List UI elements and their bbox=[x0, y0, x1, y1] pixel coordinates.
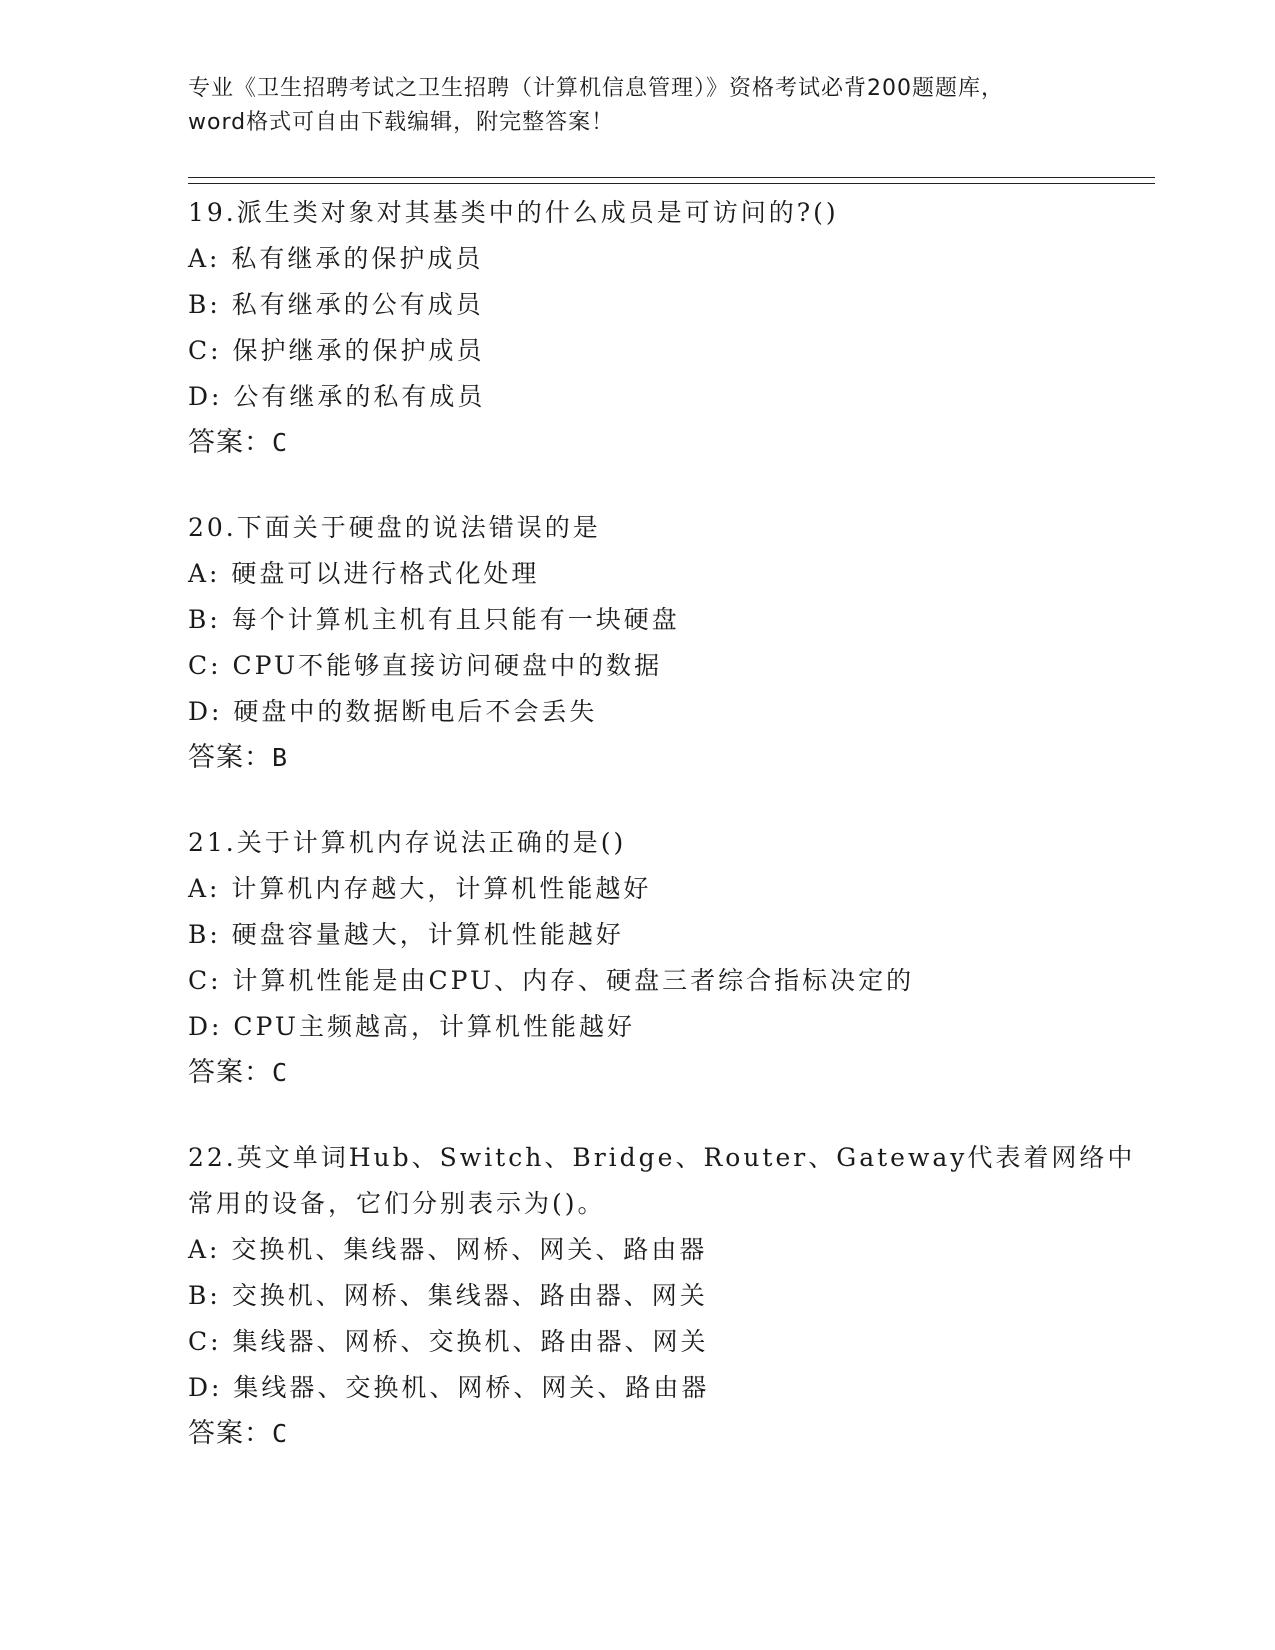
question-20 bbox=[188, 505, 1148, 781]
answer-label: 答案： bbox=[188, 1418, 272, 1449]
question-stem: 21.关于计算机内存说法正确的是() bbox=[188, 828, 627, 857]
option-a: A: 交换机、集线器、网桥、网关、路由器 bbox=[188, 1235, 708, 1264]
question-stem: 19.派生类对象对其基类中的什么成员是可访问的?() bbox=[188, 198, 839, 227]
option-c: C: 保护继承的保护成员 bbox=[188, 336, 485, 365]
option-c: C: 集线器、网桥、交换机、路由器、网关 bbox=[188, 1327, 709, 1356]
answer-label: 答案： bbox=[188, 427, 272, 458]
question-21 bbox=[188, 820, 1148, 1096]
question-list bbox=[188, 190, 1148, 1496]
option-c: C: 计算机性能是由CPU、内存、硬盘三者综合指标决定的 bbox=[188, 966, 915, 995]
option-b: B: 硬盘容量越大，计算机性能越好 bbox=[188, 920, 624, 949]
option-b: B: 私有继承的公有成员 bbox=[188, 290, 484, 319]
option-d: D: CPU主频越高，计算机性能越好 bbox=[188, 1012, 635, 1041]
question-stem: 20.下面关于硬盘的说法错误的是 bbox=[188, 513, 601, 542]
header-line-2: word格式可自由下载编辑，附完整答案！ bbox=[188, 110, 615, 135]
answer-line bbox=[188, 1050, 1148, 1096]
answer-value: C bbox=[272, 1419, 289, 1448]
answer-line bbox=[188, 1411, 1148, 1457]
question-19 bbox=[188, 190, 1148, 466]
header-divider-bottom bbox=[188, 183, 1155, 184]
answer-value: C bbox=[272, 1058, 289, 1087]
option-a: A: 硬盘可以进行格式化处理 bbox=[188, 559, 540, 588]
question-22 bbox=[188, 1135, 1148, 1457]
option-d: D: 硬盘中的数据断电后不会丢失 bbox=[188, 697, 598, 726]
answer-value: C bbox=[272, 428, 289, 457]
option-b: B: 每个计算机主机有且只能有一块硬盘 bbox=[188, 605, 680, 634]
question-stem-continued: 常用的设备，它们分别表示为()。 bbox=[188, 1189, 606, 1218]
option-b: B: 交换机、网桥、集线器、路由器、网关 bbox=[188, 1281, 708, 1310]
option-d: D: 集线器、交换机、网桥、网关、路由器 bbox=[188, 1373, 710, 1402]
option-d: D: 公有继承的私有成员 bbox=[188, 382, 486, 411]
header-divider-top bbox=[188, 177, 1155, 178]
answer-label: 答案： bbox=[188, 742, 272, 773]
option-a: A: 私有继承的保护成员 bbox=[188, 244, 484, 273]
answer-line bbox=[188, 420, 1148, 466]
answer-line bbox=[188, 735, 1148, 781]
option-a: A: 计算机内存越大，计算机性能越好 bbox=[188, 874, 652, 903]
question-stem: 22.英文单词Hub、Switch、Bridge、Router、Gateway代表着网络中 bbox=[188, 1143, 1136, 1172]
document-header bbox=[188, 72, 1088, 140]
answer-label: 答案： bbox=[188, 1057, 272, 1088]
option-c: C: CPU不能够直接访问硬盘中的数据 bbox=[188, 651, 663, 680]
answer-value: B bbox=[272, 743, 289, 772]
header-line-1: 专业《卫生招聘考试之卫生招聘（计算机信息管理）》资格考试必背200题题库， bbox=[188, 76, 1004, 101]
